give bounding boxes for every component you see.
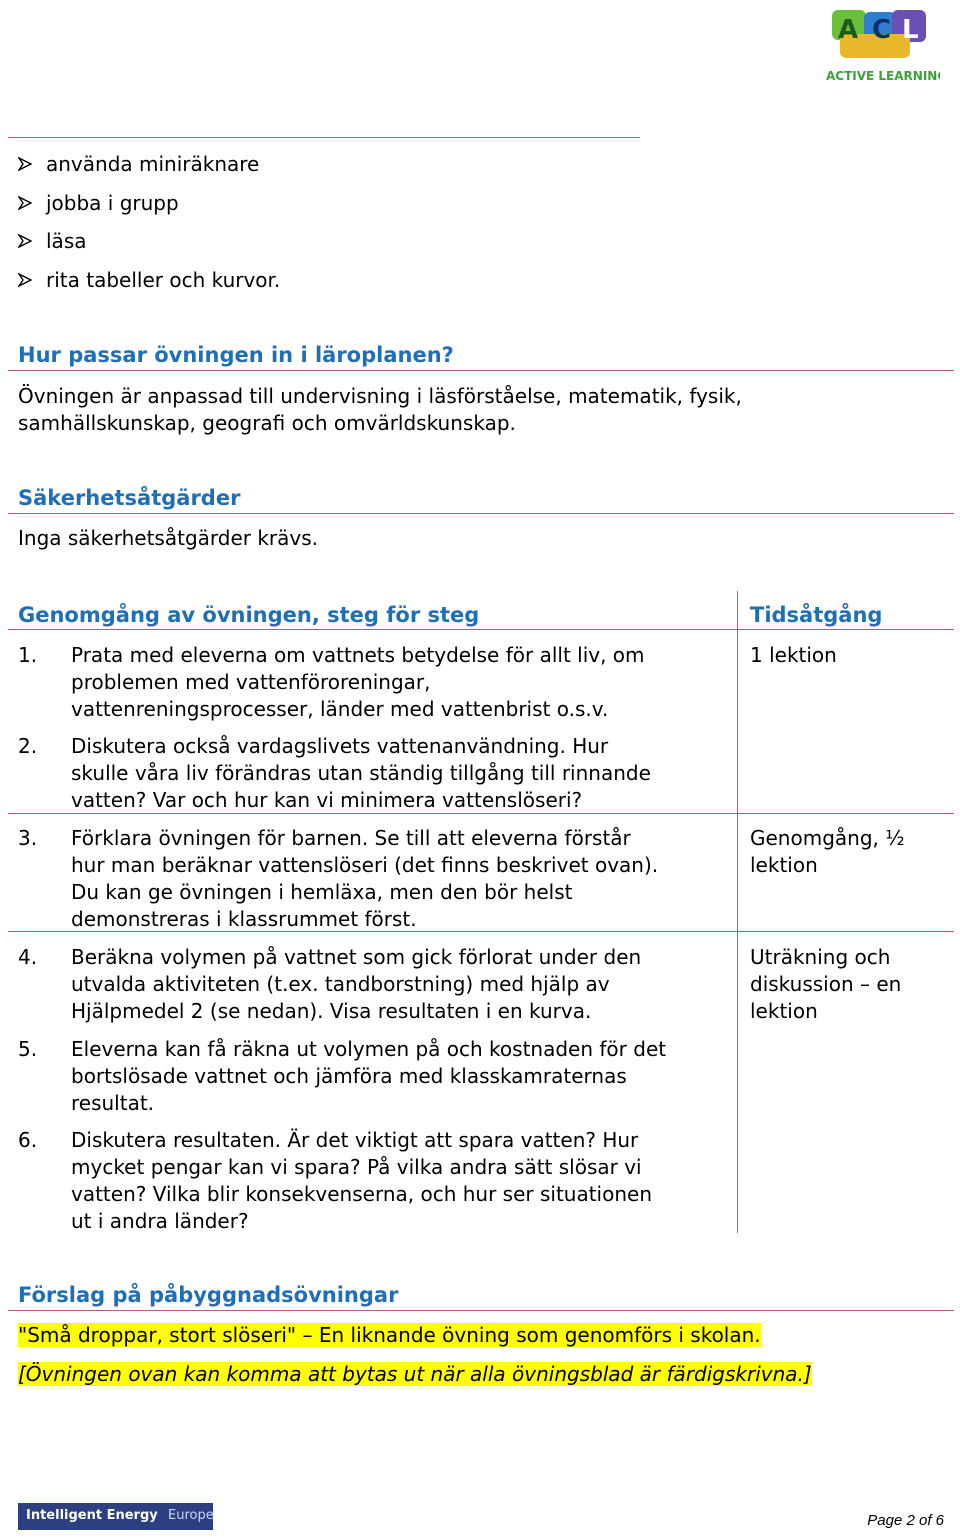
step-text (71, 1127, 731, 1235)
arrow-bullet-icon (18, 157, 32, 171)
svg-text:A: A (838, 15, 859, 45)
step-number: 6. (18, 1128, 38, 1152)
step-line: bortslösade vattnet och jämföra med klasskamraternas (71, 1064, 627, 1088)
section-divider (8, 513, 954, 514)
section-divider (8, 370, 954, 371)
logo-text: Intelligent Energy (26, 1508, 158, 1523)
skill-text: läsa (46, 229, 87, 253)
time-cell-2 (750, 825, 950, 879)
step-line: Diskutera också vardagslivets vattenanvändning. Hur (71, 734, 609, 758)
arrow-bullet-icon (18, 196, 32, 210)
skill-text: jobba i grupp (46, 191, 179, 215)
time-cell-3 (750, 944, 950, 1025)
page-number: Page 2 of 6 (867, 1512, 944, 1529)
step-text (71, 944, 731, 1025)
step-line: vattenreningsprocesser, länder med vattenbrist o.s.v. (71, 697, 609, 721)
step-number: 4. (18, 945, 38, 969)
step-line: problemen med vattenföroreningar, (71, 670, 431, 694)
step-number: 3. (18, 826, 38, 850)
step-text (71, 1036, 731, 1117)
step-line: vatten? Var och hur kan vi minimera vattenslöseri? (71, 788, 583, 812)
section-divider (8, 1310, 954, 1311)
skill-text: använda miniräknare (46, 152, 260, 176)
skill-text: rita tabeller och kurvor. (46, 268, 281, 292)
walkthrough-heading: Genomgång av övningen, steg för steg (18, 603, 480, 627)
step-line: hur man beräknar vattenslöseri (det finns beskrivet ovan). (71, 853, 659, 877)
svg-text:ACTIVE LEARNING: ACTIVE LEARNING (826, 69, 940, 83)
step-line: mycket pengar kan vi spara? På vilka andra sätt slösar vi (71, 1155, 642, 1179)
step-line: Du kan ge övningen i hemläxa, men den bör helst (71, 880, 573, 904)
svg-text:L: L (902, 15, 919, 45)
arrow-bullet-icon (18, 234, 32, 248)
svg-text:C: C (872, 15, 892, 45)
step-text (71, 642, 731, 723)
step-line: ut i andra länder? (71, 1209, 249, 1233)
step-text (71, 733, 731, 814)
step-line: Prata med eleverna om vattnets betydelse för allt liv, om (71, 643, 645, 667)
curriculum-line-2: samhällskunskap, geografi och omvärldskunskap. (18, 411, 516, 435)
step-number: 5. (18, 1037, 38, 1061)
step-line: demonstreras i klassrummet först. (71, 907, 417, 931)
step-number: 1. (18, 643, 38, 667)
step-line: utvalda aktiviteten (t.ex. tandborstning) med hjälp av (71, 972, 610, 996)
time-line: 1 lektion (750, 643, 837, 667)
logo-subtext: Europe (168, 1508, 214, 1523)
time-line: diskussion – en (750, 972, 902, 996)
curriculum-heading: Hur passar övningen in i läroplanen? (18, 343, 454, 367)
time-line: lektion (750, 853, 818, 877)
safety-heading: Säkerhetsåtgärder (18, 486, 241, 510)
top-divider (8, 137, 640, 138)
highlighted-text: [Övningen ovan kan komma att bytas ut när alla övningsblad är färdigskrivna.] (18, 1362, 812, 1386)
safety-text: Inga säkerhetsåtgärder krävs. (18, 526, 319, 550)
step-line: Förklara övningen för barnen. Se till att eleverna förstår (71, 826, 631, 850)
step-line: resultat. (71, 1091, 155, 1115)
time-line: Genomgång, ½ (750, 826, 905, 850)
row-divider (8, 931, 954, 932)
step-number: 2. (18, 734, 38, 758)
row-divider (8, 813, 954, 814)
active-learning-logo (820, 8, 940, 88)
step-line: Beräkna volymen på vattnet som gick förlorat under den (71, 945, 642, 969)
table-header-divider (8, 629, 954, 630)
column-divider (737, 591, 738, 1233)
step-line: Hjälpmedel 2 (se nedan). Visa resultaten i en kurva. (71, 999, 592, 1023)
highlighted-text: "Små droppar, stort slöseri" – En liknande övning som genomförs i skolan. (18, 1323, 761, 1347)
step-line: Eleverna kan få räkna ut volymen på och kostnaden för det (71, 1037, 667, 1061)
step-line: Diskutera resultaten. Är det viktigt att spara vatten? Hur (71, 1128, 639, 1152)
intelligent-energy-logo (18, 1503, 213, 1530)
curriculum-line-1: Övningen är anpassad till undervisning i läsförståelse, matematik, fysik, (18, 384, 742, 408)
time-line: lektion (750, 999, 818, 1023)
time-heading: Tidsåtgång (750, 603, 883, 627)
step-line: skulle våra liv förändras utan ständig tillgång till rinnande (71, 761, 651, 785)
followup-heading: Förslag på påbyggnadsövningar (18, 1283, 399, 1307)
time-line: Uträkning och (750, 945, 891, 969)
followup-line-2 (18, 1361, 812, 1388)
time-cell-1 (750, 642, 950, 669)
arrow-bullet-icon (18, 273, 32, 287)
step-text (71, 825, 731, 933)
followup-line-1 (18, 1322, 761, 1349)
step-line: vatten? Vilka blir konsekvenserna, och hur ser situationen (71, 1182, 653, 1206)
